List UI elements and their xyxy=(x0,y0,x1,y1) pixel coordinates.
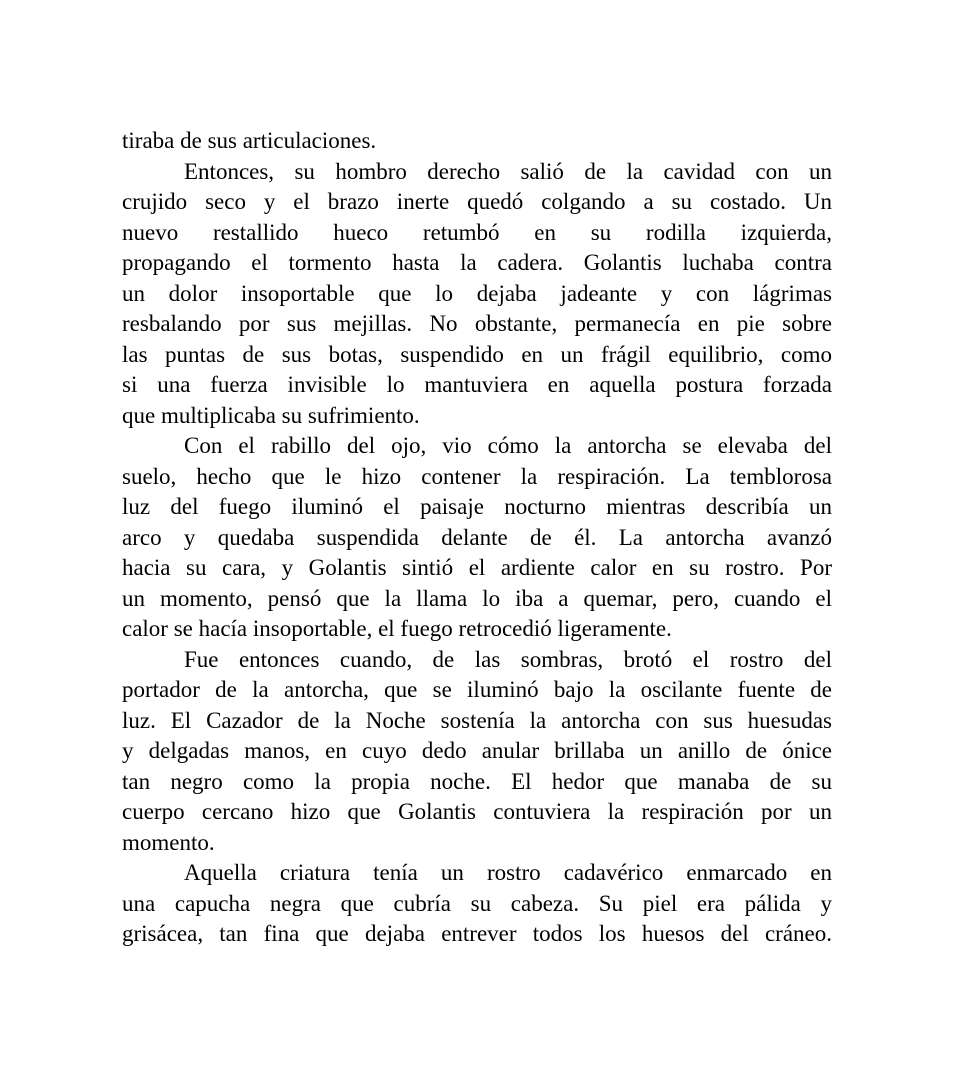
text-line: momento. xyxy=(122,829,215,855)
text-line: un dolor insoportable que lo dejaba jadeante y con lágrimas xyxy=(122,280,832,306)
text-line: propagando el tormento hasta la cadera. Golantis luchaba contra xyxy=(122,250,832,275)
text-line: Con el rabillo del ojo, vio cómo la antorcha se elevaba del xyxy=(184,433,832,458)
text-line: Entonces, su hombro derecho salió de la cavidad con un xyxy=(184,158,832,184)
text-line: tan negro como la propia noche. El hedor que manaba de su xyxy=(122,768,832,794)
text-line: Aquella criatura tenía un rostro cadavérico enmarcado en xyxy=(184,860,832,885)
text-line: tiraba de sus articulaciones. xyxy=(122,128,377,153)
text-line: grisácea, tan fina que dejaba entrever todos los huesos del cráneo. xyxy=(122,921,832,946)
text-line: y delgadas manos, en cuyo dedo anular brillaba un anillo de ónice xyxy=(122,738,832,763)
text-line: que multiplicaba su sufrimiento. xyxy=(122,402,420,428)
page-text xyxy=(122,126,832,950)
text-line: suelo, hecho que le hizo contener la respiración. La temblorosa xyxy=(122,463,832,489)
text-line: nuevo restallido hueco retumbó en su rodilla izquierda, xyxy=(122,219,832,245)
text-line: cuerpo cercano hizo que Golantis contuviera la respiración por un xyxy=(122,799,832,824)
text-line: hacia su cara, y Golantis sintió el ardiente calor en su rostro. Por xyxy=(122,555,832,580)
text-line: si una fuerza invisible lo mantuviera en aquella postura forzada xyxy=(122,372,832,397)
text-line: un momento, pensó que la llama lo iba a quemar, pero, cuando el xyxy=(122,585,832,611)
text-line: resbalando por sus mejillas. No obstante, permanecía en pie sobre xyxy=(122,311,832,336)
text-line: arco y quedaba suspendida delante de él. La antorcha avanzó xyxy=(122,524,832,550)
text-line: una capucha negra que cubría su cabeza. Su piel era pálida y xyxy=(122,890,832,916)
text-line: luz del fuego iluminó el paisaje nocturno mientras describía un xyxy=(122,494,832,519)
text-line: Fue entonces cuando, de las sombras, brotó el rostro del xyxy=(184,646,832,672)
text-line: portador de la antorcha, que se iluminó bajo la oscilante fuente de xyxy=(122,677,832,702)
text-line: calor se hacía insoportable, el fuego retrocedió ligeramente. xyxy=(122,616,672,641)
text-line: crujido seco y el brazo inerte quedó colgando a su costado. Un xyxy=(122,189,832,214)
text-line: las puntas de sus botas, suspendido en un frágil equilibrio, como xyxy=(122,341,832,367)
text-line: luz. El Cazador de la Noche sostenía la antorcha con sus huesudas xyxy=(122,707,832,733)
